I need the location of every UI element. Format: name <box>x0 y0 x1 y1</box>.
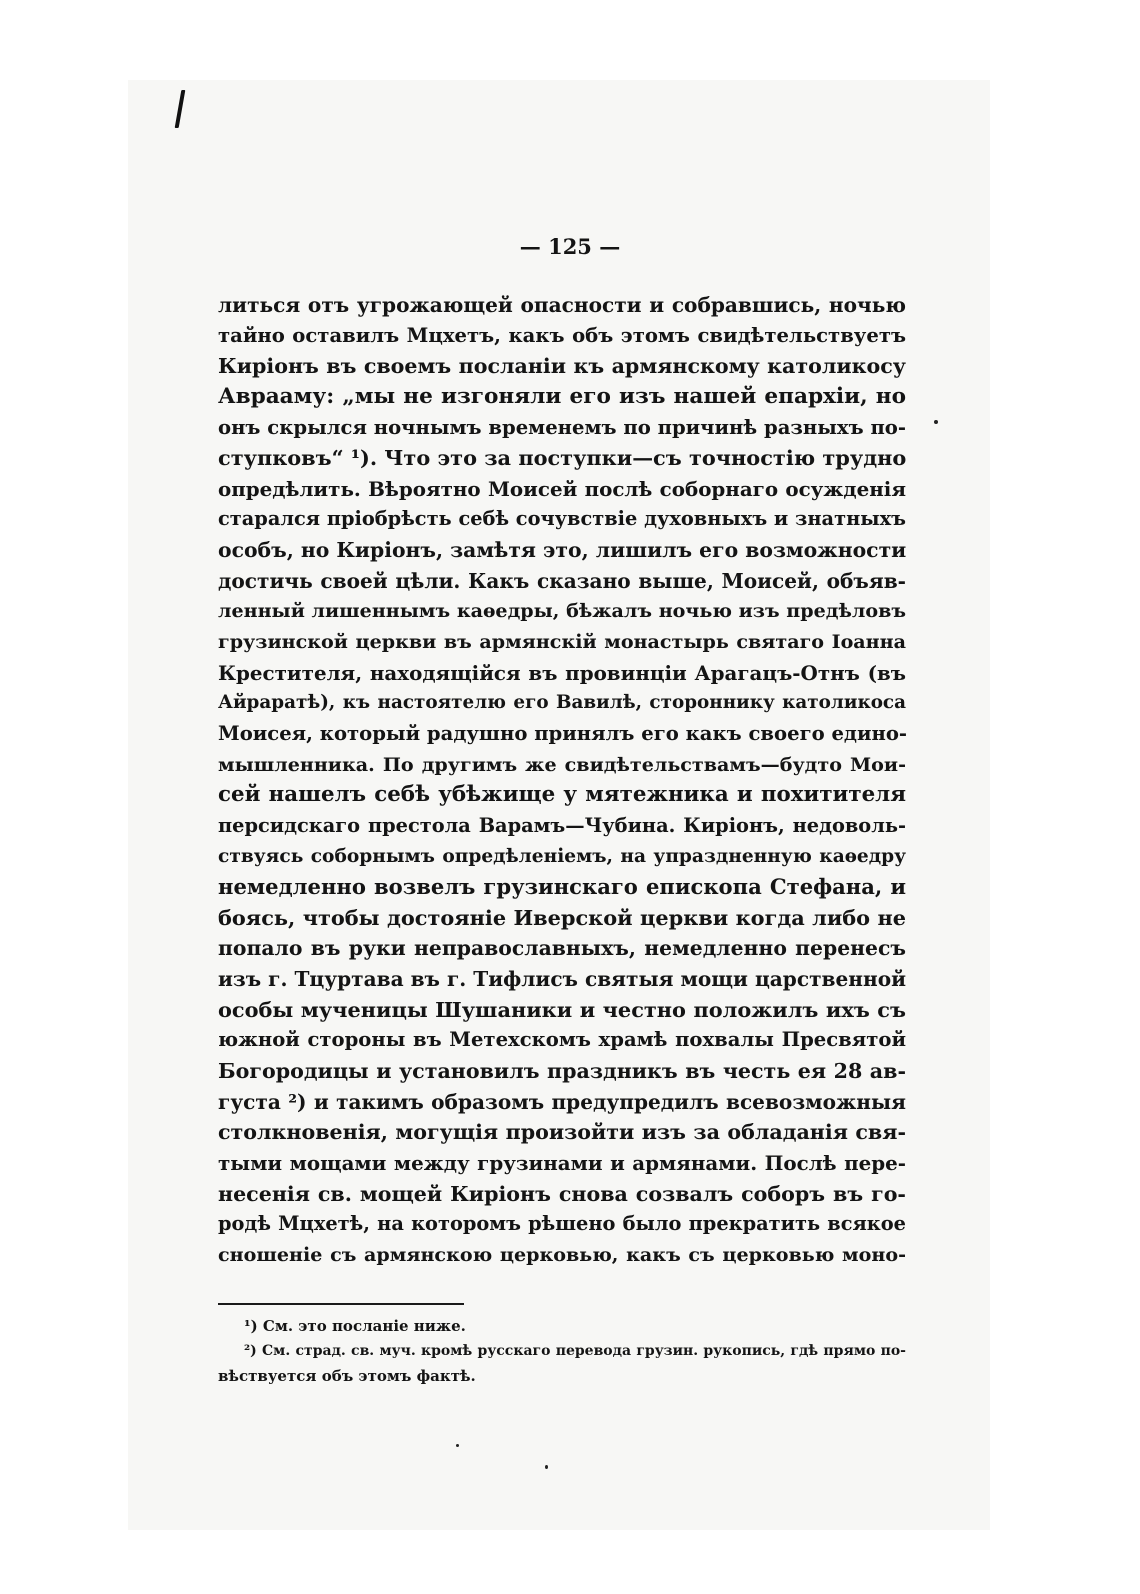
text-line: особъ, но Киріонъ, замѣтя это, лишилъ его возможности <box>218 538 907 563</box>
footnote-2 <box>218 1339 906 1389</box>
text-line: боясь, чтобы достояніе Иверской церкви когда либо не <box>218 904 906 930</box>
text-line: достичь своей цѣли. Какъ сказано выше, Моисей, объяв- <box>218 568 906 593</box>
text-line: попало въ руки неправославныхъ, немедленно перенесъ <box>218 936 906 961</box>
footnote-2-line-1: ²) См. страд. св. муч. кромѣ русскаго перевода грузин. рукопись, гдѣ прямо по- <box>244 1343 906 1359</box>
ink-speck <box>456 1444 459 1447</box>
footnote-2-line-2: вѣствуется объ этомъ фактѣ. <box>218 1367 476 1385</box>
text-line: немедленно возвелъ грузинскаго епископа Стефана, и <box>218 874 906 900</box>
text-line: густа ²) и такимъ образомъ предупредилъ всевозможныя <box>218 1089 906 1114</box>
footnotes <box>218 1314 906 1389</box>
text-line: ступковъ“ ¹). Что это за поступки—съ точностію трудно <box>218 445 907 471</box>
ink-speck <box>934 420 938 424</box>
text-line: Айраратѣ), къ настоятелю его Вавилѣ, стороннику католикоса <box>218 692 906 714</box>
body-text <box>218 290 906 1271</box>
text-line: грузинской церкви въ армянскій монастырь святаго Іоанна <box>218 630 906 654</box>
footnote-1: ¹) См. это посланіе ниже. <box>244 1317 466 1335</box>
text-line: Моисея, который радушно принялъ его какъ своего едино- <box>218 721 908 745</box>
text-line: сей нашелъ себѣ убѣжище у мятежника и похитителя <box>218 782 906 808</box>
text-line: Аврааму: „мы не изгоняли его изъ нашей епархіи, но <box>218 383 906 409</box>
text-line: особы мученицы Шушаники и честно положилъ ихъ съ <box>218 996 906 1022</box>
text-line: Крестителя, находящійся въ провинціи Арагацъ-Отнъ (въ <box>218 660 906 685</box>
text-line: старался пріобрѣсть себѣ сочувствіе духовныхъ и знатныхъ <box>218 507 906 531</box>
text-line: Богородицы и установилъ праздникъ въ честь ея 28 ав- <box>218 1059 906 1084</box>
text-line: сношеніе съ армянскою церковью, какъ съ церковью моно- <box>218 1242 906 1266</box>
text-line: литься отъ угрожающей опасности и собравшись, ночью <box>218 293 906 317</box>
text-line: изъ г. Тцуртава въ г. Тифлисъ святыя мощи царственной <box>218 967 907 992</box>
text-line: Киріонъ въ своемъ посланіи къ армянскому католикосу <box>218 354 906 379</box>
text-line: столкновенія, могущія произойти изъ за обладанія свя- <box>218 1120 906 1145</box>
text-line: онъ скрылся ночнымъ временемъ по причинѣ разныхъ по- <box>218 415 906 439</box>
text-line: мышленника. По другимъ же свидѣтельствамъ—будто Мои- <box>218 752 906 776</box>
ink-speck <box>545 1465 548 1469</box>
text-line: тыми мощами между грузинами и армянами. Послѣ пере- <box>218 1150 906 1175</box>
text-line: несенія св. мощей Киріонъ снова созвалъ соборъ въ го- <box>218 1181 906 1206</box>
text-line: опредѣлить. Вѣроятно Моисей послѣ соборнаго осужденія <box>218 476 906 501</box>
footnote-divider <box>218 1303 464 1305</box>
text-line: ленный лишеннымъ каѳедры, бѣжалъ ночью изъ предѣловъ <box>218 599 906 623</box>
text-line: персидскаго престола Варамъ—Чубина. Киріонъ, недоволь- <box>218 813 906 837</box>
text-line: южной стороны въ Метехскомъ храмѣ похвалы Пресвятой <box>218 1028 906 1052</box>
text-line: тайно оставилъ Мцхетъ, какъ объ этомъ свидѣтельствуетъ <box>218 323 906 347</box>
page-number: — 125 — <box>519 234 621 259</box>
text-line: ствуясь соборнымъ опредѣленіемъ, на упраздненную каѳедру <box>218 845 906 867</box>
text-line: родѣ Мцхетѣ, на которомъ рѣшено было прекратить всякое <box>218 1212 906 1236</box>
